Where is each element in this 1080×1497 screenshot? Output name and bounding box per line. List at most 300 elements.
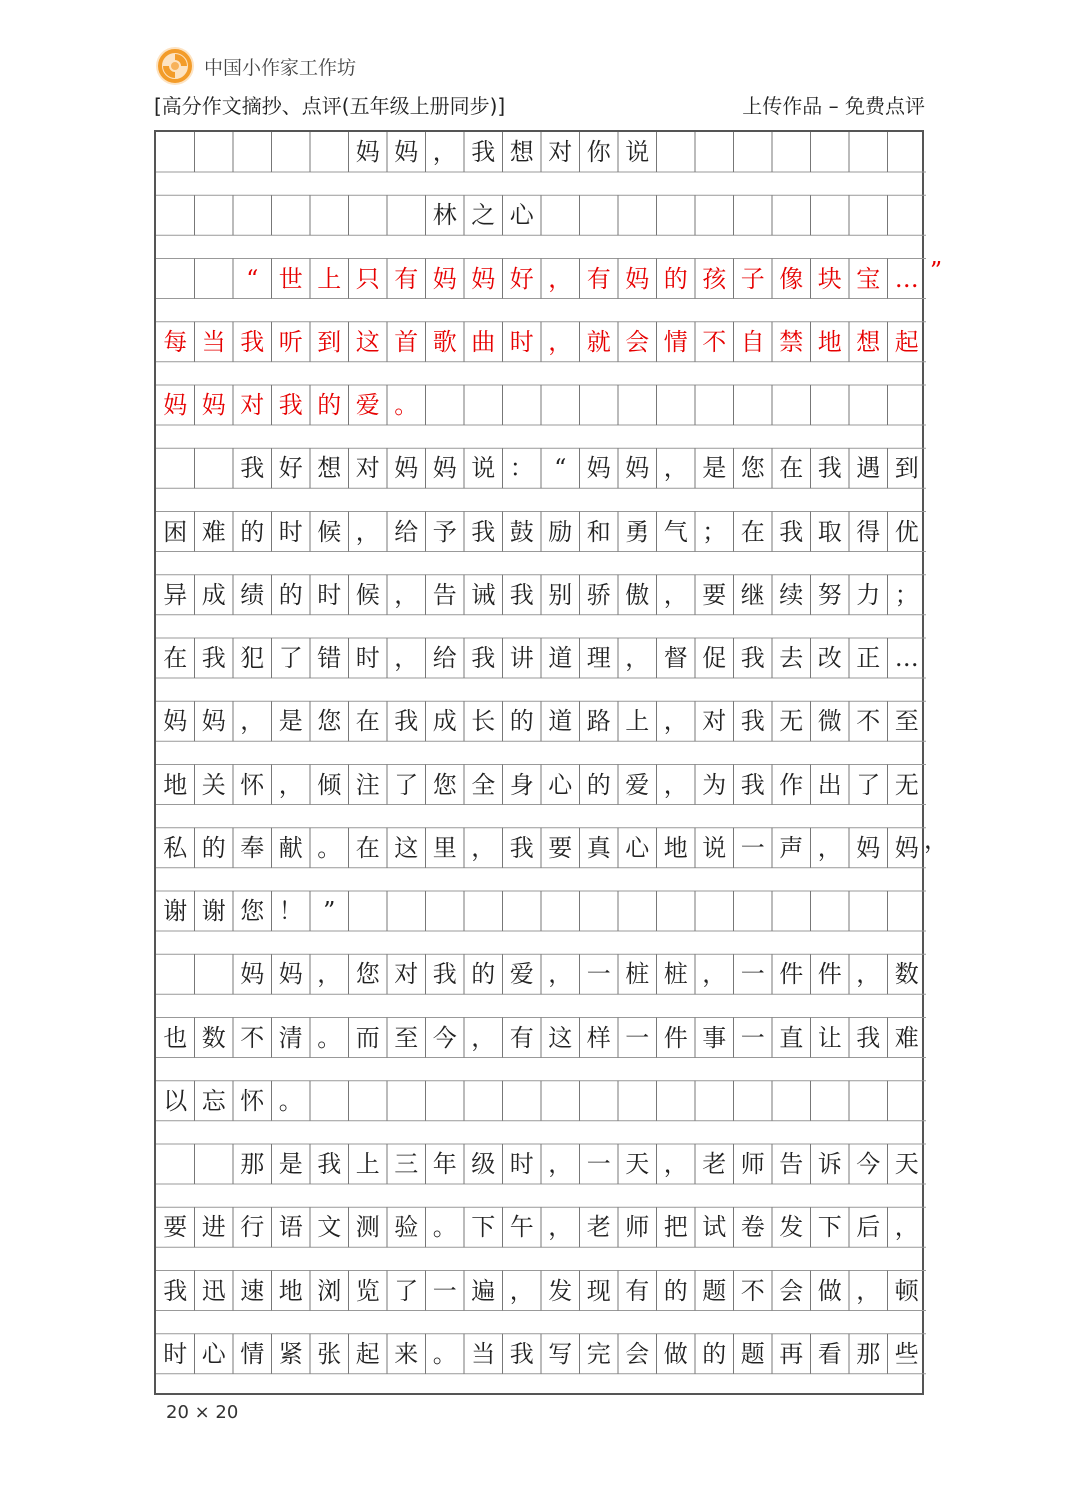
grid-char: 给 <box>432 644 457 672</box>
grid-char: ” <box>323 897 336 925</box>
grid-char: 我 <box>201 644 226 672</box>
grid-char: 怀 <box>240 770 265 799</box>
grid-char: 微 <box>817 707 842 736</box>
grid-char: 题 <box>702 1276 727 1305</box>
grid-char: 对 <box>240 391 265 419</box>
grid-char: 我 <box>509 580 534 609</box>
grid-char: 妈 <box>201 391 226 419</box>
grid-char-overflow: ， <box>924 825 948 854</box>
grid-char: 好 <box>278 454 303 483</box>
grid-char: 试 <box>702 1213 727 1242</box>
grid-char: ， <box>702 960 727 989</box>
grid-char: 。 <box>317 1023 342 1052</box>
grid-char: 在 <box>163 644 188 672</box>
grid-char: 您 <box>317 707 342 736</box>
grid-char: 会 <box>625 327 650 356</box>
grid-char: 样 <box>586 1023 611 1052</box>
grid-char: 在 <box>740 517 765 546</box>
grid-char: 不 <box>702 327 727 356</box>
grid-char: 的 <box>663 1276 688 1305</box>
grid-char: 。 <box>432 1213 457 1242</box>
grid-char: 师 <box>625 1213 650 1242</box>
grid-char: 异 <box>163 580 188 609</box>
grid-char: 全 <box>471 770 496 799</box>
grid-char: 遇 <box>856 454 881 483</box>
grid-char-overflow: ” <box>929 256 943 285</box>
grid-char: 听 <box>278 327 303 356</box>
grid-char: ， <box>394 580 419 609</box>
grid-char: ， <box>663 580 688 609</box>
grid-char: 是 <box>278 707 303 736</box>
grid-char: ， <box>663 707 688 736</box>
grid-char: 浏 <box>317 1276 342 1305</box>
grid-char: 这 <box>394 833 419 862</box>
grid-char: 成 <box>201 580 226 609</box>
grid-char: 鼓 <box>509 517 534 546</box>
grid-char: 天 <box>894 1150 919 1178</box>
grid-char: ： <box>509 454 534 483</box>
grid-char: 宝 <box>856 264 881 293</box>
grid-char: 您 <box>740 454 765 483</box>
grid-char: 下 <box>817 1213 842 1242</box>
grid-char: 心 <box>548 770 573 799</box>
grid-char: 对 <box>548 138 573 166</box>
grid-char: 速 <box>240 1276 265 1305</box>
grid-char: 您 <box>355 960 380 989</box>
grid-char: 说 <box>702 833 727 862</box>
grid-char: 今 <box>856 1150 881 1178</box>
grid-char: 绩 <box>240 580 265 609</box>
grid-char: 妈 <box>432 454 457 483</box>
grid-char: 对 <box>394 960 419 989</box>
grid-char: ， <box>548 1150 573 1178</box>
grid-char: 困 <box>163 517 188 546</box>
grid-char: ， <box>355 517 380 546</box>
grid-char: 时 <box>278 517 303 546</box>
grid-char: 对 <box>702 707 727 736</box>
grid-char: 以 <box>163 1086 188 1115</box>
grid-char: 的 <box>201 833 226 862</box>
grid-char: 自 <box>740 327 765 356</box>
grid-char: 路 <box>586 707 611 736</box>
grid-char: 到 <box>317 327 342 356</box>
grid-char: 改 <box>817 644 842 672</box>
grid-char: 我 <box>740 707 765 736</box>
grid-char: 去 <box>779 644 804 672</box>
composition-grid <box>154 130 948 1395</box>
grid-char: 妈 <box>432 264 457 293</box>
grid-char: 想 <box>509 138 534 166</box>
grid-char: 像 <box>779 264 804 293</box>
grid-char: 妈 <box>394 138 419 166</box>
grid-char: 的 <box>471 960 496 989</box>
grid-char: 至 <box>394 1023 419 1052</box>
grid-char: 只 <box>355 264 380 293</box>
grid-char: 直 <box>779 1023 804 1052</box>
grid-char: 是 <box>278 1150 303 1178</box>
grid-char: ， <box>278 770 303 799</box>
grid-char: 妈 <box>625 454 650 483</box>
grid-char: ， <box>663 1150 688 1178</box>
grid-char: 对 <box>355 454 380 483</box>
grid-char: 。 <box>432 1339 457 1368</box>
grid-char: 发 <box>548 1276 573 1305</box>
grid-char: 张 <box>317 1339 342 1368</box>
grid-char: 测 <box>355 1213 380 1242</box>
grid-char: 忘 <box>201 1086 226 1115</box>
grid-char: 件 <box>663 1023 688 1052</box>
grid-char: 林 <box>432 201 457 230</box>
grid-char: 桩 <box>625 960 650 989</box>
grid-char: 我 <box>509 1339 534 1368</box>
document-title: [高分作文摘抄、点评(五年级上册同步)] <box>154 94 506 118</box>
grid-char: 会 <box>625 1339 650 1368</box>
grid-char: 爱 <box>355 391 380 419</box>
grid-char: ， <box>394 644 419 672</box>
grid-char: 无 <box>779 707 804 736</box>
grid-char: “ <box>554 454 567 483</box>
grid-char: 禁 <box>779 327 804 356</box>
grid-char: 时 <box>317 580 342 609</box>
grid-char: 上 <box>355 1150 380 1178</box>
grid-char: 进 <box>201 1213 226 1242</box>
grid-char: 为 <box>702 770 727 799</box>
grid-char: 子 <box>740 264 765 293</box>
grid-char: 时 <box>509 1150 534 1178</box>
grid-char: 候 <box>317 517 342 546</box>
grid-size-label: 20 × 20 <box>166 1402 239 1423</box>
grid-char: 妈 <box>163 391 188 419</box>
grid-char: 身 <box>509 770 534 799</box>
grid-char: 曲 <box>471 327 496 356</box>
grid-char: 地 <box>663 833 688 862</box>
grid-char: 的 <box>702 1339 727 1368</box>
grid-char: ； <box>894 580 919 609</box>
grid-char: 现 <box>586 1276 611 1305</box>
grid-char: 妈 <box>240 960 265 989</box>
grid-char: 紧 <box>278 1339 303 1368</box>
grid-char: 要 <box>702 580 727 609</box>
grid-char: 候 <box>355 580 380 609</box>
grid-char: 做 <box>663 1339 688 1368</box>
grid-char: 妈 <box>625 264 650 293</box>
grid-char: 妈 <box>278 960 303 989</box>
grid-char: 至 <box>894 707 919 736</box>
grid-char: 行 <box>240 1213 265 1242</box>
grid-char: 那 <box>240 1150 265 1178</box>
grid-char: 一 <box>586 960 611 989</box>
grid-char: 注 <box>355 770 380 799</box>
grid-char: 真 <box>586 833 611 862</box>
grid-char: 的 <box>509 707 534 736</box>
grid-char: 午 <box>509 1213 534 1242</box>
grid-char: 时 <box>355 644 380 672</box>
grid-char: 促 <box>702 644 727 672</box>
grid-char: 谢 <box>163 897 188 925</box>
grid-char: 的 <box>586 770 611 799</box>
grid-char: ， <box>471 1023 496 1052</box>
grid-char: 数 <box>894 960 919 989</box>
grid-char: 无 <box>894 770 919 799</box>
grid-char: 一 <box>740 1023 765 1052</box>
grid-char: ！ <box>278 897 303 925</box>
grid-char: 级 <box>471 1150 496 1178</box>
grid-char: 再 <box>779 1339 804 1368</box>
grid-char: 今 <box>432 1023 457 1052</box>
grid-char: 傲 <box>625 580 650 609</box>
grid-char: 告 <box>432 580 457 609</box>
grid-char: 一 <box>625 1023 650 1052</box>
grid-char: 桩 <box>663 960 688 989</box>
grid-char: ， <box>548 327 573 356</box>
grid-char: 之 <box>471 201 496 230</box>
grid-text <box>156 132 948 1397</box>
grid-char: 会 <box>779 1276 804 1305</box>
grid-char: 语 <box>278 1213 303 1242</box>
grid-char: 有 <box>509 1023 534 1052</box>
grid-char: 妈 <box>586 454 611 483</box>
grid-char: 来 <box>394 1339 419 1368</box>
grid-char: 想 <box>856 327 881 356</box>
grid-char: 地 <box>163 770 188 799</box>
grid-char: 每 <box>163 327 188 356</box>
grid-char: 在 <box>355 707 380 736</box>
grid-char: 要 <box>548 833 573 862</box>
grid-char: 你 <box>586 138 611 166</box>
grid-char: 写 <box>548 1339 573 1368</box>
grid-char: 一 <box>740 833 765 862</box>
grid-char: 了 <box>856 770 881 799</box>
grid-char: 我 <box>509 833 534 862</box>
brand-name: 中国小作家工作坊 <box>204 56 357 79</box>
grid-char: 妈 <box>471 264 496 293</box>
grid-char: 孩 <box>702 264 727 293</box>
grid-char: 理 <box>586 644 611 672</box>
grid-char: 老 <box>586 1213 611 1242</box>
grid-char: 地 <box>817 327 842 356</box>
grid-char: 谢 <box>201 897 226 925</box>
grid-char: 我 <box>740 644 765 672</box>
grid-char: 勇 <box>625 517 650 546</box>
grid-char: 有 <box>625 1276 650 1305</box>
grid-char: 奉 <box>240 833 265 862</box>
grid-char: 好 <box>509 264 534 293</box>
grid-char: 我 <box>278 391 303 419</box>
grid-char: ， <box>548 1213 573 1242</box>
grid-char: “ <box>246 264 259 293</box>
grid-char: 成 <box>432 707 457 736</box>
grid-char: 作 <box>779 770 804 799</box>
grid-char: ， <box>817 833 842 862</box>
grid-char: 犯 <box>240 644 265 672</box>
grid-char: 做 <box>817 1276 842 1305</box>
grid-char: 首 <box>394 327 419 356</box>
grid-char: 在 <box>355 833 380 862</box>
grid-char: 诫 <box>471 580 496 609</box>
grid-char: 在 <box>779 454 804 483</box>
grid-char: 。 <box>317 833 342 862</box>
grid-char: ， <box>663 770 688 799</box>
grid-char: 我 <box>432 960 457 989</box>
grid-char: 您 <box>432 770 457 799</box>
grid-char: 我 <box>856 1023 881 1052</box>
grid-char: 老 <box>702 1150 727 1178</box>
grid-char: 怀 <box>240 1086 265 1115</box>
grid-char: 道 <box>548 644 573 672</box>
grid-char: 我 <box>779 517 804 546</box>
grid-char: 题 <box>740 1339 765 1368</box>
grid-char: 这 <box>355 327 380 356</box>
grid-char: 的 <box>663 264 688 293</box>
grid-char: 出 <box>817 770 842 799</box>
grid-char: 继 <box>740 580 765 609</box>
upload-link[interactable]: 上传作品 – 免费点评 <box>742 94 925 118</box>
grid-char: 件 <box>779 960 804 989</box>
grid-char: … <box>894 264 919 293</box>
grid-char: 情 <box>240 1339 265 1368</box>
grid-char: 告 <box>779 1150 804 1178</box>
grid-char: 气 <box>663 517 688 546</box>
grid-char: 别 <box>548 580 573 609</box>
grid-char: 妈 <box>355 138 380 166</box>
grid-char: 顿 <box>894 1276 919 1305</box>
grid-char: 天 <box>625 1150 650 1178</box>
grid-char: ， <box>548 960 573 989</box>
grid-char: … <box>894 644 919 672</box>
grid-char: ， <box>317 960 342 989</box>
grid-char: ， <box>856 1276 881 1305</box>
grid-char: 我 <box>317 1150 342 1178</box>
grid-char: 优 <box>894 517 919 546</box>
grid-char: 些 <box>894 1339 919 1368</box>
grid-char: 讲 <box>509 644 534 672</box>
grid-char: 我 <box>394 707 419 736</box>
grid-char: 倾 <box>317 770 342 799</box>
grid-char: 时 <box>509 327 534 356</box>
grid-char: 诉 <box>817 1150 842 1178</box>
grid-char: 私 <box>163 833 188 862</box>
grid-char: 下 <box>471 1213 496 1242</box>
grid-char: 妈 <box>394 454 419 483</box>
grid-char: 和 <box>586 517 611 546</box>
grid-char: 您 <box>240 897 265 925</box>
grid-char: 三 <box>394 1150 419 1178</box>
grid-char: ， <box>625 644 650 672</box>
grid-char: ； <box>702 517 727 546</box>
grid-char: 有 <box>586 264 611 293</box>
grid-char: 文 <box>317 1213 342 1242</box>
grid-char: 励 <box>548 517 573 546</box>
grid-char: 努 <box>817 580 842 609</box>
grid-char: ， <box>548 264 573 293</box>
grid-char: 一 <box>432 1276 457 1305</box>
grid-char: 心 <box>509 201 534 230</box>
grid-char: 时 <box>163 1339 188 1368</box>
grid-char: 完 <box>586 1339 611 1368</box>
grid-char: 妈 <box>856 833 881 862</box>
grid-char: 的 <box>278 580 303 609</box>
grid-char: 歌 <box>432 327 457 356</box>
grid-char: 说 <box>625 138 650 166</box>
grid-char: 爱 <box>625 770 650 799</box>
grid-char: 师 <box>740 1150 765 1178</box>
grid-char: 不 <box>240 1023 265 1052</box>
grid-char: 正 <box>856 644 881 672</box>
grid-char: 不 <box>740 1276 765 1305</box>
grid-char: ， <box>240 707 265 736</box>
grid-char: 年 <box>432 1150 457 1178</box>
grid-char: 得 <box>856 517 881 546</box>
grid-char: 情 <box>663 327 688 356</box>
grid-char: 览 <box>355 1276 380 1305</box>
grid-char: 就 <box>586 327 611 356</box>
grid-char: 数 <box>201 1023 226 1052</box>
grid-char: 错 <box>317 644 342 672</box>
grid-char: 上 <box>625 707 650 736</box>
logo <box>154 42 356 90</box>
grid-char: 起 <box>355 1339 380 1368</box>
grid-char: 爱 <box>509 960 534 989</box>
grid-char: 心 <box>625 833 650 862</box>
grid-char: 续 <box>779 580 804 609</box>
grid-char: 长 <box>471 707 496 736</box>
grid-char: ， <box>856 960 881 989</box>
grid-char: 到 <box>894 454 919 483</box>
grid-char: 上 <box>317 264 342 293</box>
grid-char: 让 <box>817 1023 842 1052</box>
grid-char: 我 <box>817 454 842 483</box>
grid-char: 遍 <box>471 1276 496 1305</box>
grid-char: 我 <box>163 1276 188 1305</box>
sun-swirl-logo-icon <box>154 45 196 87</box>
grid-char: ， <box>509 1276 534 1305</box>
grid-char: 了 <box>278 644 303 672</box>
grid-char: 我 <box>240 327 265 356</box>
grid-char: 清 <box>278 1023 303 1052</box>
grid-char: 关 <box>201 770 226 799</box>
grid-char: 督 <box>663 644 688 672</box>
grid-char: 验 <box>394 1213 419 1242</box>
grid-char: 也 <box>163 1023 188 1052</box>
grid-char: 声 <box>779 833 804 862</box>
grid-char: 当 <box>471 1339 496 1368</box>
grid-char: 卷 <box>740 1213 765 1242</box>
grid-char: 给 <box>394 517 419 546</box>
grid-char: 世 <box>278 264 303 293</box>
grid-char: ， <box>432 138 457 166</box>
grid-char: 骄 <box>586 580 611 609</box>
grid-char: 说 <box>471 454 496 483</box>
grid-char: 我 <box>471 644 496 672</box>
grid-char: 当 <box>201 327 226 356</box>
grid-char: 妈 <box>894 833 919 862</box>
grid-char: 不 <box>856 707 881 736</box>
grid-char: 予 <box>432 517 457 546</box>
grid-char: 是 <box>702 454 727 483</box>
grid-char: 想 <box>317 454 342 483</box>
grid-char: 要 <box>163 1213 188 1242</box>
grid-char: 。 <box>394 391 419 419</box>
grid-char: 块 <box>817 264 842 293</box>
grid-char: 把 <box>663 1213 688 1242</box>
grid-char: 这 <box>548 1023 573 1052</box>
grid-char: ， <box>663 454 688 483</box>
grid-char: 我 <box>471 138 496 166</box>
grid-char: 那 <box>856 1339 881 1368</box>
grid-char: 有 <box>394 264 419 293</box>
grid-char: 的 <box>240 517 265 546</box>
grid-char: 一 <box>740 960 765 989</box>
